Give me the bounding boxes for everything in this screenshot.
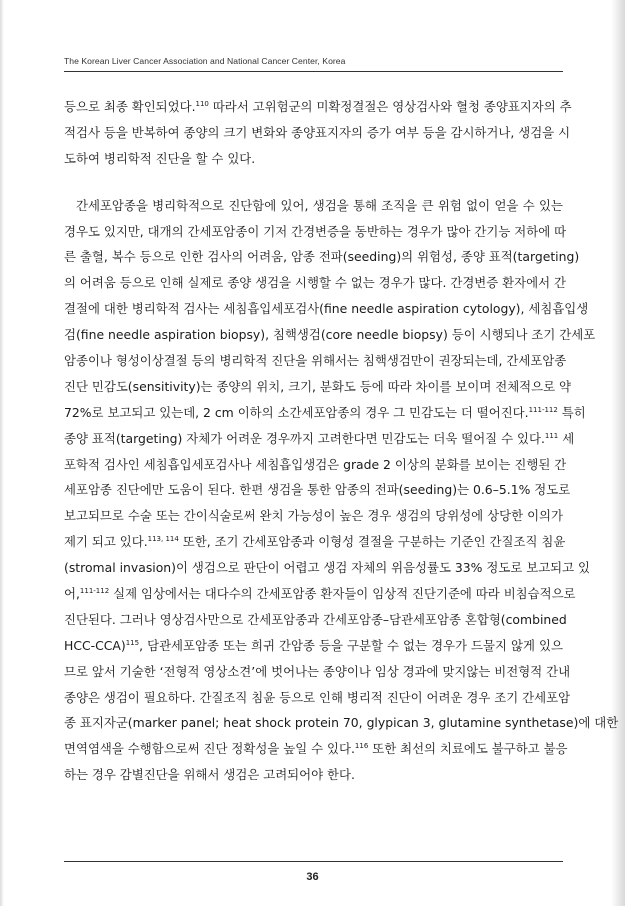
text-segment: 보고되므로 수술 또는 간이식술로써 완치 가능성이 높은 경우 생검의 당위성에 상당한 이의가 [64,508,563,524]
text-segment: 또한 최선의 치료에도 불구하고 불응 [368,741,568,757]
text-segment: 하는 경우 감별진단을 위해서 생검은 고려되어야 한다. [64,767,355,783]
text-segment: 등으로 최종 확인되었다. [64,99,196,114]
text-line [64,736,568,762]
text-segment: 세 [558,430,575,446]
body-text [64,94,619,788]
paragraph [64,94,572,172]
text-segment: 암종이나 형성이상결절 등의 병리학적 진단을 위해서는 침핵생검만이 권장되는데, 간세포암종 [64,353,567,369]
text-segment: 결절에 대한 병리학적 검사는 세침흡입세포검사(fine needle aspiration cytology), 세침흡입생 [64,301,589,317]
citation-ref: 111-112 [528,405,558,414]
text-segment: 경우도 있지만, 대개의 간세포암종이 기저 간경변증을 동반하는 경우가 많아 간기능 저하에 따 [64,223,567,239]
text-line [64,607,567,633]
text-segment: 간세포암종을 병리학적으로 진단함에 있어, 생검을 통해 조직을 큰 위험 없이 얻을 수 있는 [76,197,563,213]
text-segment: 의 어려움 등으로 인해 실제로 종양 생검을 시행할 수 없는 경우가 많다. 간경변증 환자에서 간 [64,275,566,291]
text-line [64,296,589,322]
text-segment: 므로 앞서 기술한 ‘전형적 영상소견’에 벗어나는 종양이나 임상 경과에 맞지않는 비전형적 간내 [64,663,571,679]
text-segment: 종 표지자군(marker panel; heat shock protein 70, glypican 3, glutamine synthetase)에 대한 [64,715,619,731]
text-line [64,348,567,374]
text-line [64,219,567,245]
paragraph [64,193,619,788]
text-line [64,270,566,296]
text-segment: 검(fine needle aspiration biopsy), 침핵생검(core needle biopsy) 등이 시행되나 조기 간세포 [64,327,596,343]
text-segment: 포학적 검사인 세침흡입세포검사나 세침흡입생검은 grade 2 이상의 분화를 보이는 진행된 간 [64,456,567,472]
page-number: 36 [306,871,319,883]
text-line [64,322,596,348]
text-line [64,633,563,659]
text-line [64,94,572,120]
citation-ref: 113, 114 [147,535,179,544]
text-segment: 른 출혈, 복수 등으로 인한 검사의 어려움, 암종 전파(seeding)의 위험성, 종양 표적(targeting) [64,249,580,265]
text-line [64,710,619,736]
text-line [64,762,563,788]
text-segment: 제기 되고 있다. [64,534,148,550]
page-edge-right [611,0,625,906]
text-segment: 어, [64,586,80,602]
citation-ref: 110 [195,100,209,108]
text-segment: 따라서 고위험군의 미확정결절은 영상검사와 혈청 종양표지자의 추 [208,99,572,114]
text-segment: 72%로 보고되고 있는데, 2 cm 이하의 소간세포암종의 경우 그 민감도는 더 떨어진다. [64,404,529,420]
text-segment: 도하여 병리학적 진단을 할 수 있다. [64,150,256,166]
citation-ref: 111 [544,431,559,440]
text-line [64,146,563,172]
text-segment: 종양은 생검이 필요하다. 간질조직 침윤 등으로 인해 병리적 진단이 어려운 경우 조기 간세포암 [64,689,571,705]
text-segment: (stromal invasion)이 생검으로 판단이 어렵고 생검 자체의 위음성률도 33% 정도로 보고되고 있 [64,560,591,576]
text-segment: 실제 임상에서는 대다수의 간세포암종 환자들이 임상적 진단기준에 따라 비침습적으로 [109,586,576,602]
page-edge-left [0,0,4,906]
text-line [64,244,580,270]
text-segment: 또한, 조기 간세포암종과 이형성 결절을 구분하는 기준인 간질조직 침윤 [178,534,566,550]
text-line [64,529,566,555]
text-segment: HCC-CCA) [64,637,126,653]
text-line [64,503,563,529]
citation-ref: 116 [354,742,369,751]
text-line [64,400,586,426]
text-line [64,193,563,219]
text-segment: , 담관세포암종 또는 희귀 간암종 등을 구분할 수 없는 경우가 드물지 않게 있으 [139,637,563,653]
text-line [64,555,591,581]
text-segment: 적검사 등을 반복하여 종양의 크기 변화와 종양표지자의 증가 여부 등을 감시하거나, 생검을 시 [64,124,571,140]
text-line [64,426,575,452]
text-line [64,581,576,607]
citation-ref: 115 [125,638,140,647]
text-segment: 세포암종 진단에만 도움이 된다. 한편 생검을 통한 암종의 전파(seeding)는 0.6–5.1% 정도로 [64,482,571,498]
paragraph-gap [64,172,563,193]
text-line [64,685,571,711]
text-line [64,374,571,400]
footer-rule [64,861,563,862]
citation-ref: 111-112 [79,587,110,596]
running-header: The Korean Liver Cancer Association and National Cancer Center, Korea [64,56,346,66]
text-line [64,477,571,503]
text-segment: 특히 [557,404,586,420]
text-line [64,659,571,685]
text-segment: 진단된다. 그러나 영상검사만으로 간세포암종과 간세포암종–담관세포암종 혼합형(combined [64,611,567,627]
text-line [64,452,567,478]
text-line [64,120,571,146]
header-rule [64,71,563,72]
text-segment: 면역염색을 수행함으로써 진단 정확성을 높일 수 있다. [64,741,355,757]
text-segment: 종양 표적(targeting) 자체가 어려운 경우까지 고려한다면 민감도는 더욱 떨어질 수 있다. [64,430,545,446]
text-segment: 진단 민감도(sensitivity)는 종양의 위치, 크기, 분화도 등에 따라 차이를 보이며 전체적으로 약 [64,378,571,394]
